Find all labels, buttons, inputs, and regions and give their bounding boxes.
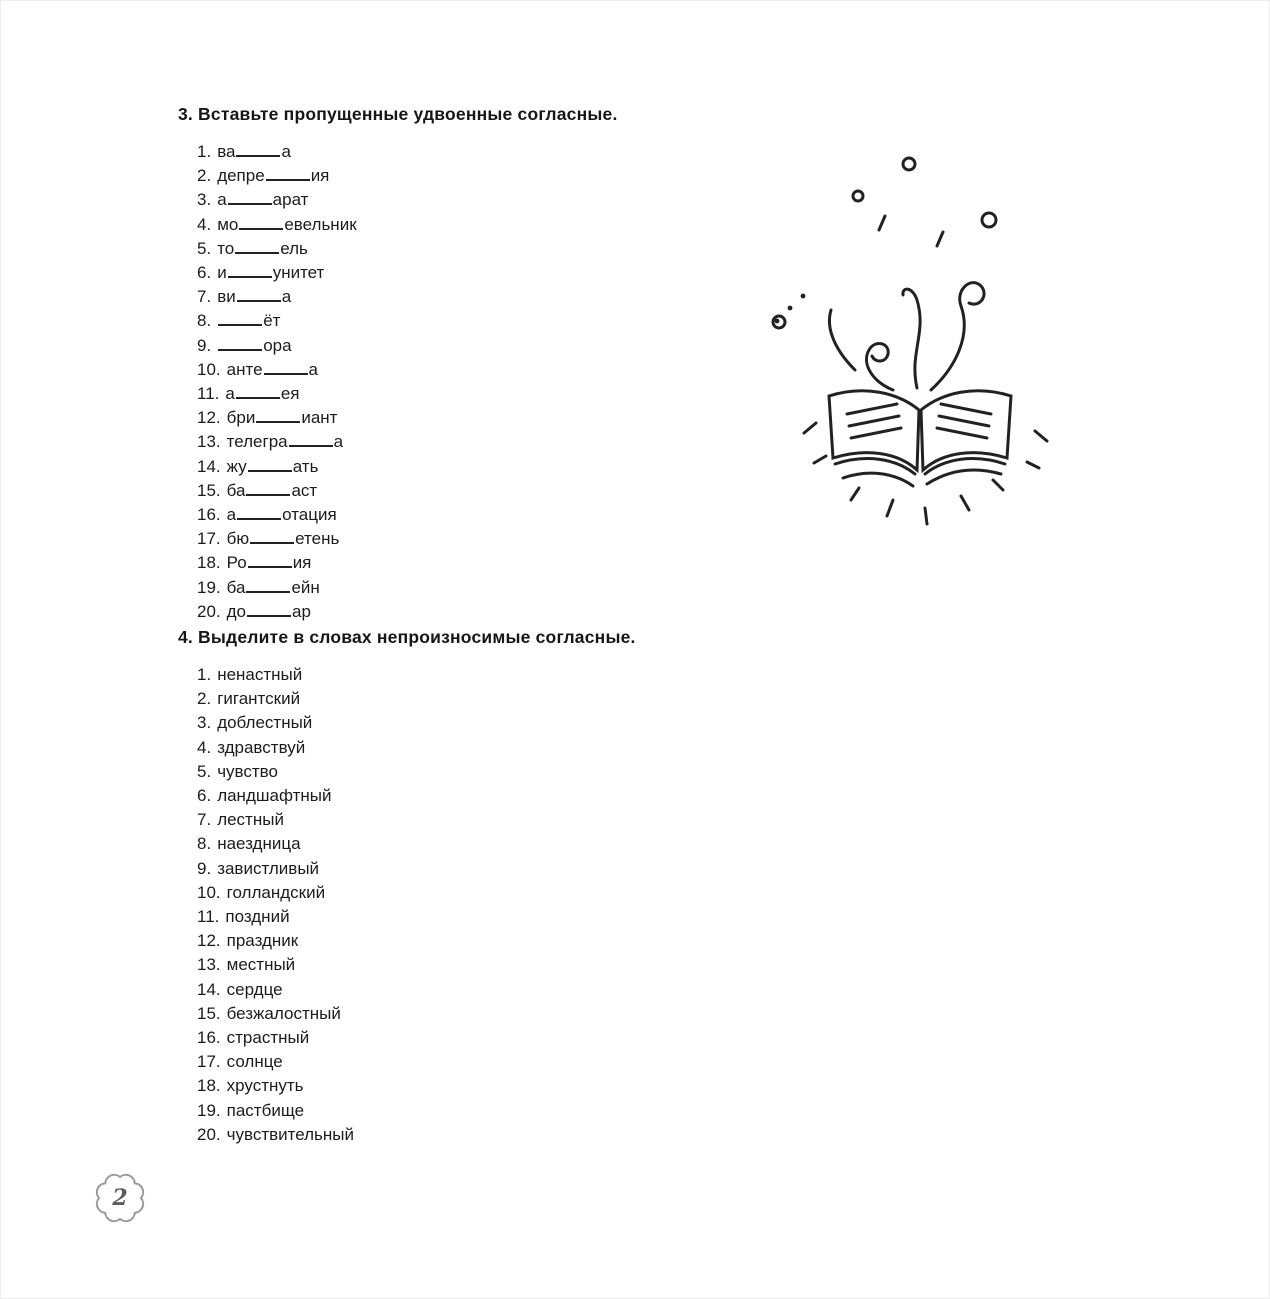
word-part-after: етень [295,529,340,549]
word-part-after: унитет [272,263,325,283]
item-number: 12. [197,931,221,951]
blank-line [235,250,279,254]
word: солнце [226,1052,283,1072]
item-number: 17. [197,1052,221,1072]
word-part-after: ия [310,166,330,186]
blank-line [264,371,308,375]
fill-in-item [197,309,618,333]
word-part-before: ва [217,142,236,161]
blank-line [256,419,300,423]
blank-line [218,347,262,351]
item-number: 12. [197,408,221,428]
blank-line [266,177,310,181]
word-item [197,857,636,881]
fill-in-item [197,382,618,406]
fill-in-item [197,576,618,600]
word-part-after: ея [280,384,300,404]
item-number: 10. [197,882,221,902]
word: ландшафтный [217,786,332,806]
word-with-blank [227,505,337,524]
exercise-4-list [197,663,636,1147]
word-with-blank [225,384,299,403]
word: хрустнуть [226,1076,304,1096]
item-number: 2. [197,689,212,709]
word-with-blank [217,190,308,209]
word-part-before: и [217,263,227,283]
word: доблестный [217,713,313,733]
exercise-4-title: 4. Выделите в словах непроизносимые согласные. [178,627,636,647]
word: чувствительный [226,1124,355,1144]
word-with-blank [217,336,291,355]
word: голландский [226,882,326,902]
word-part-after: ейн [291,577,320,597]
item-number: 17. [197,529,221,549]
word-with-blank [217,311,280,330]
word-with-blank [217,215,356,234]
item-number: 5. [197,761,212,781]
item-number: 9. [197,335,212,355]
word-part-after: а [281,142,291,161]
word-with-blank [227,553,312,572]
word-part-after: арат [272,190,309,210]
word-item [197,953,636,977]
word-item [197,1099,636,1123]
blank-line [237,298,281,302]
blank-line [250,540,294,544]
item-number: 16. [197,1028,221,1048]
blank-line [218,322,262,326]
word-part-before: а [226,505,237,525]
word: местный [226,955,296,975]
blank-line [246,492,290,496]
word-with-blank [217,239,308,258]
word: страстный [226,1028,310,1048]
word-part-after: а [281,287,292,307]
word-part-before: до [226,601,247,621]
fill-in-item [197,503,618,527]
item-number: 5. [197,238,212,258]
word: поздний [225,907,290,927]
item-number: 8. [197,311,212,331]
item-number: 6. [197,786,212,806]
word-part-before: ба [226,577,246,597]
fill-in-item [197,527,618,551]
item-number: 4. [197,214,212,234]
item-number: 6. [197,263,212,283]
item-number: 14. [197,456,221,476]
word-part-before: телегра [226,432,288,452]
word-part-before: а [217,190,227,210]
word-part-after: а [308,359,319,379]
word: ненастный [217,665,303,684]
blank-line [236,153,280,157]
word-part-before: Ро [226,553,247,573]
word-with-blank [227,408,338,427]
fill-in-item [197,406,618,430]
exercise-3-title: 3. Вставьте пропущенные удвоенные согласные. [178,104,618,124]
word: лестный [217,810,284,830]
word-item [197,1002,636,1026]
word-with-blank [227,529,340,548]
word-part-before: бю [226,529,250,549]
blank-line [248,564,292,568]
item-number: 10. [197,359,221,379]
exercise-3-list [197,140,618,624]
item-number: 18. [197,553,221,573]
item-number: 11. [197,384,220,404]
word-with-blank [227,481,318,500]
item-number: 3. [197,190,212,210]
item-number: 8. [197,834,212,854]
word-with-blank [227,578,320,597]
item-number: 4. [197,737,212,757]
word-part-before: анте [226,359,263,379]
item-number: 18. [197,1076,221,1096]
fill-in-item [197,140,618,164]
word-part-after: ия [292,553,312,573]
word-item [197,1050,636,1074]
item-number: 3. [197,713,212,733]
word-with-blank [227,602,311,621]
item-number: 1. [197,665,212,684]
book-sketch-icon [758,138,1080,558]
word-part-after: ель [280,238,308,258]
fill-in-item [197,188,618,212]
blank-line [247,613,291,617]
exercise-4 [178,627,636,1147]
word-item [197,711,636,735]
item-number: 20. [197,601,221,621]
blank-line [236,395,280,399]
fill-in-item [197,551,618,575]
word-item [197,929,636,953]
word: завистливый [217,858,320,878]
blank-line [228,274,272,278]
word-item [197,1074,636,1098]
item-number: 20. [197,1124,221,1144]
word-part-after: иант [301,408,338,428]
word-part-after: ора [263,335,292,355]
word-item [197,784,636,808]
item-number: 13. [197,955,221,975]
fill-in-item [197,334,618,358]
word-part-after: а [333,432,344,452]
word-with-blank [227,360,318,379]
item-number: 14. [197,979,221,999]
blank-line [239,226,283,230]
item-number: 15. [197,1003,221,1023]
word-item [197,881,636,905]
fill-in-item [197,455,618,479]
item-number: 7. [197,810,212,830]
word-part-before: бри [226,408,256,428]
word-part-before: то [217,238,235,258]
word-with-blank [217,263,324,282]
blank-line [289,443,333,447]
exercise-3 [178,104,618,624]
word-part-after: ать [292,456,319,476]
word-part-after: ёт [263,311,281,331]
word-part-after: евельник [284,214,357,234]
word-item [197,1123,636,1147]
word-item [197,808,636,832]
word: безжалостный [226,1003,341,1023]
fill-in-item [197,237,618,261]
fill-in-item [197,430,618,454]
blank-line [248,468,292,472]
word-with-blank [217,142,291,161]
item-number: 7. [197,287,212,307]
word-part-after: ар [292,601,311,621]
word-item [197,978,636,1002]
word-part-after: отация [282,505,337,525]
fill-in-item [197,261,618,285]
word-item [197,1026,636,1050]
word-part-after: аст [291,480,318,500]
open-book-sparkles-illustration [758,138,1080,558]
word-part-before: жу [226,456,247,476]
blank-line [228,201,272,205]
word-part-before: ба [226,480,246,500]
item-number: 19. [197,577,221,597]
word: чувство [217,761,278,781]
word-item [197,905,636,929]
page-number-badge [88,1166,152,1230]
item-number: 2. [197,166,212,186]
item-number: 13. [197,432,221,452]
word-item [197,687,636,711]
item-number: 11. [197,907,220,927]
word-item [197,760,636,784]
item-number: 15. [197,480,221,500]
word: сердце [226,979,283,999]
word-part-before: ви [217,287,236,307]
fill-in-item [197,358,618,382]
word: наездница [217,834,301,854]
word-item [197,663,636,687]
word-part-before: мо [217,214,239,234]
word-item [197,832,636,856]
fill-in-item [197,285,618,309]
item-number: 9. [197,858,212,878]
fill-in-item [197,479,618,503]
word-with-blank [217,166,329,185]
item-number: 1. [197,142,212,161]
item-number: 16. [197,505,221,525]
word: гигантский [217,689,301,709]
word: праздник [226,931,299,951]
fill-in-item [197,213,618,237]
word-with-blank [217,287,291,306]
blank-line [237,516,281,520]
fill-in-item [197,600,618,624]
word-part-before: депре [217,166,265,186]
word: здравствуй [217,737,306,757]
fill-in-item [197,164,618,188]
page-number: 2 [112,1185,128,1211]
word: пастбище [226,1100,305,1120]
word-with-blank [227,457,319,476]
item-number: 19. [197,1100,221,1120]
word-item [197,736,636,760]
word-with-blank [227,432,343,451]
blank-line [246,589,290,593]
word-part-before: а [225,384,235,404]
